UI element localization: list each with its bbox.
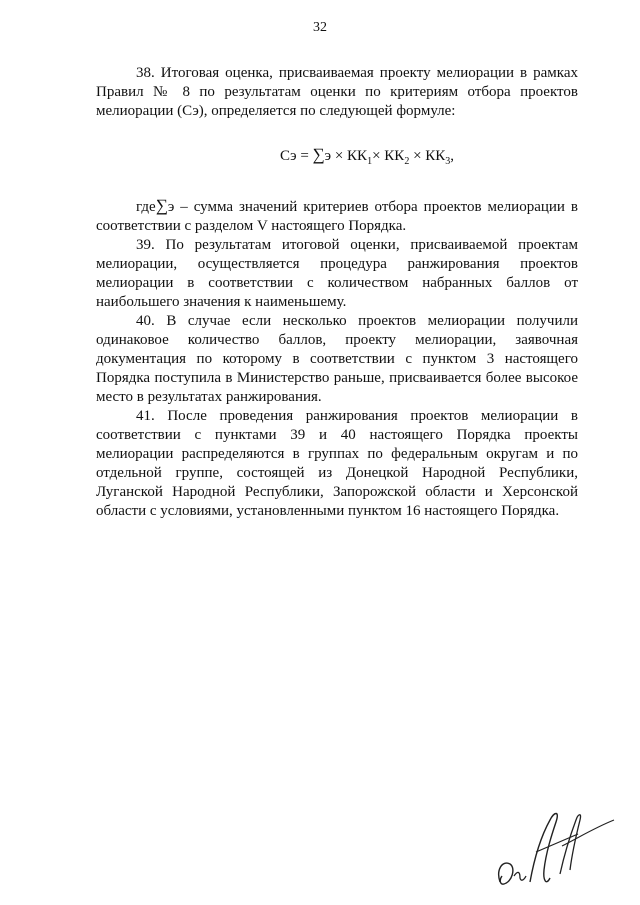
formula-sub-2: 2 — [404, 156, 410, 167]
formula-sub-3: 3 — [445, 156, 451, 167]
paragraph-40: 40. В случае если несколько проектов мелиорации получили одинаковое количество баллов, проекту мелиорации, заявочная документация по которому в соответствии с пунктом 3 настоящего Порядка поступила в Министерство раньше, присваивается более высокое место в результатах ранжирования. — [96, 313, 578, 405]
where-sigma-symbol: ∑ — [155, 196, 168, 215]
formula — [96, 145, 578, 166]
handwritten-signature — [490, 790, 620, 890]
formula-term-2: × КК — [372, 148, 405, 164]
formula-tail: , — [450, 148, 455, 164]
where-prefix: где — [136, 199, 156, 215]
formula-term-1: э × КК — [324, 148, 368, 164]
paragraph-38: 38. Итоговая оценка, присваиваемая проекту мелиорации в рамках Правил № 8 по результатам оценки по критериям отбора проектов мелиорации (Сэ), определяется по следующей формуле: — [96, 65, 578, 119]
document-body — [96, 64, 578, 521]
paragraph-41: 41. После проведения ранжирования проектов мелиорации в соответствии с пунктами 39 и 40 настоящего Порядка проекты мелиорации распределяются в группах по федеральным округам и по отдельной группе, состоящей из Донецкой Народной Республики, Луганской Народной Республики, Запорожской области и Херсонской области с условиями, установленными пунктом 16 настоящего Порядка. — [96, 408, 578, 519]
formula-lhs: Сэ = — [279, 148, 313, 164]
paragraph-39: 39. По результатам итоговой оценки, присваиваемой проектам мелиорации, осуществляется процедура ранжирования проектов мелиорации в соответствии с количеством набранных баллов от наибольшего значения к наименьшему. — [96, 237, 578, 310]
where-text: э – сумма значений критериев отбора проектов мелиорации в соответствии с разделом V настоящего Порядка. — [96, 199, 578, 234]
formula-term-3: × КК — [409, 148, 446, 164]
page-number: 32 — [313, 20, 327, 35]
formula-sub-1: 1 — [367, 156, 373, 167]
sigma-symbol: ∑ — [312, 145, 325, 164]
paragraph-38-where — [96, 196, 578, 236]
